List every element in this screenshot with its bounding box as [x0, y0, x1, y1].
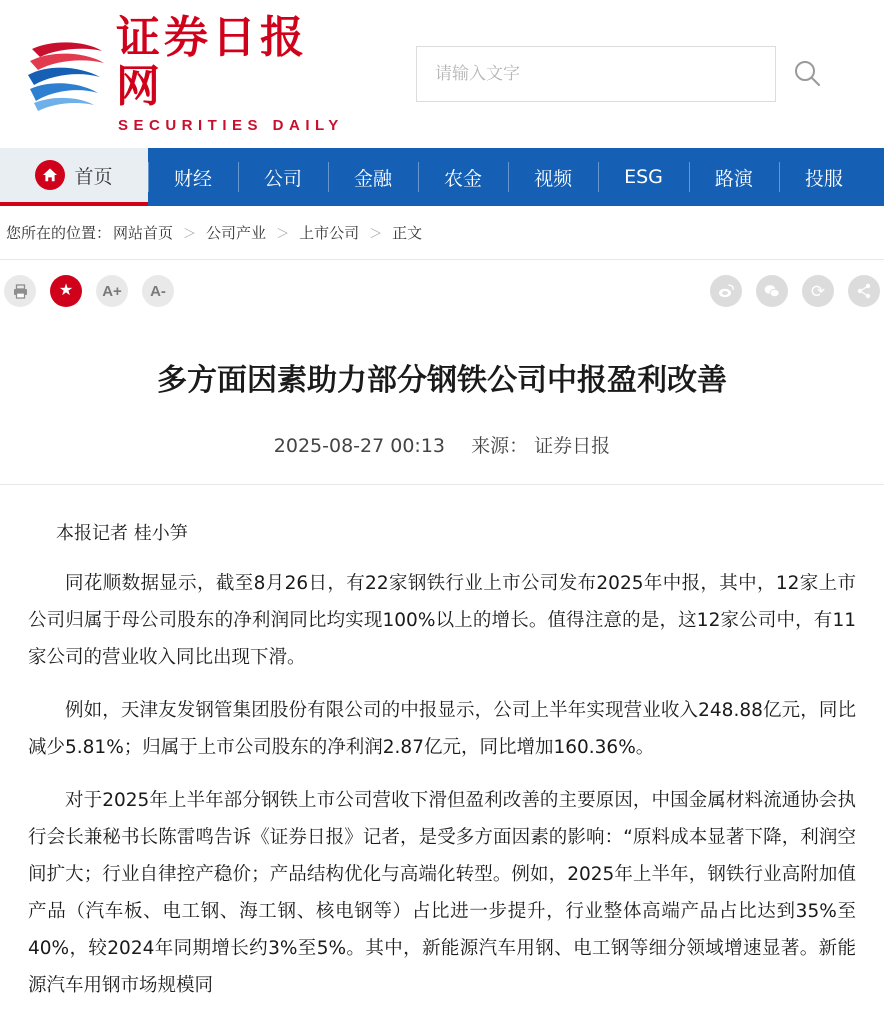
nav-item-gongsi[interactable] — [238, 148, 328, 206]
nav-item-toufu[interactable] — [779, 148, 869, 206]
font-increase-label: A+ — [102, 282, 122, 300]
article-meta — [0, 431, 884, 458]
breadcrumb-item-industry[interactable]: 公司产业 — [206, 224, 267, 242]
font-increase-icon[interactable] — [96, 275, 128, 307]
search-button[interactable] — [776, 46, 838, 102]
article-paragraph: 同花顺数据显示，截至8月26日，有22家钢铁行业上市公司发布2025年中报，其中，12家上市公司归属于母公司股东的净利润同比均实现100%以上的增长。值得注意的是，这12家公司中，有11家公司的营业收入同比出现下滑。 — [28, 573, 856, 668]
article-toolbar — [0, 260, 884, 322]
article-datetime: 2025-08-27 00:13 — [273, 435, 446, 457]
breadcrumb — [4, 222, 422, 243]
search-area — [416, 46, 838, 102]
breadcrumb-item-home[interactable]: 网站首页 — [113, 224, 174, 242]
site-logo[interactable] — [24, 12, 354, 134]
article-source-label: 来源： — [471, 435, 529, 457]
toolbar-left-group — [4, 275, 174, 307]
nav-label: 投服 — [804, 167, 843, 190]
search-input[interactable] — [433, 63, 759, 85]
breadcrumb-bar — [0, 206, 884, 260]
page-title: 多方面因素助力部分钢铁公司中报盈利改善 — [157, 363, 727, 398]
breadcrumb-item-listed[interactable]: 上市公司 — [299, 224, 360, 242]
share-icon[interactable] — [848, 275, 880, 307]
article-paragraph: 对于2025年上半年部分钢铁上市公司营收下滑但盈利改善的主要原因，中国金属材料流通协会执行会长兼秘书长陈雷鸣告诉《证券日报》记者，是受多方面因素的影响：“原料成本显著下降，利润空间扩大；行业自律控产稳价；产品结构优化与高端化转型。例如，2025年上半年，钢铁行业高附加值产品（汽车板、电工钢、海工钢、核电钢等）占比进一步提升，行业整体高端产品占比达到35%至40%，较2024年同期增长约3%至5%。其中，新能源汽车用钢、电工钢等细分领域增速显著。新能源汽车用钢市场规模同 — [28, 790, 856, 996]
nav-item-luyan[interactable] — [689, 148, 779, 206]
nav-label: 视频 — [534, 167, 573, 190]
article-header — [0, 322, 884, 458]
breadcrumb-separator-icon: ＞ — [276, 227, 290, 242]
nav-item-jinrong[interactable] — [328, 148, 418, 206]
nav-item-home-label: 首页 — [74, 165, 113, 188]
breadcrumb-item-current: 正文 — [392, 224, 423, 242]
home-icon — [35, 160, 65, 190]
breadcrumb-separator-icon: ＞ — [369, 227, 383, 242]
font-decrease-label: A- — [150, 282, 166, 300]
logo-text-en: SECURITIES DAILY — [118, 116, 344, 134]
nav-label: 路演 — [714, 167, 753, 190]
weibo-share-icon[interactable] — [710, 275, 742, 307]
nav-label: 财经 — [174, 167, 213, 190]
nav-item-esg[interactable] — [598, 148, 689, 206]
font-decrease-icon[interactable] — [142, 275, 174, 307]
article-byline: 本报记者 桂小笋 — [56, 523, 188, 544]
search-box[interactable] — [416, 46, 776, 102]
breadcrumb-prefix: 您所在的位置： — [6, 224, 112, 242]
logo-swoosh-icon — [24, 31, 110, 117]
nav-item-shipin[interactable] — [508, 148, 598, 206]
nav-label: 公司 — [264, 167, 303, 190]
print-icon[interactable] — [4, 275, 36, 307]
site-header — [0, 0, 884, 148]
refresh-icon[interactable] — [802, 275, 834, 307]
nav-label: 金融 — [354, 167, 393, 190]
star-glyph: ★ — [58, 282, 74, 299]
article-paragraph: 例如，天津友发钢管集团股份有限公司的中报显示，公司上半年实现营业收入248.88亿元，同比减少5.81%；归属于上市公司股东的净利润2.87亿元，同比增加160.36%。 — [28, 700, 856, 758]
nav-label: ESG — [624, 166, 663, 188]
nav-label: 农金 — [444, 167, 483, 190]
toolbar-share-group — [710, 275, 880, 307]
article-source: 证券日报 — [534, 435, 611, 457]
favorite-icon[interactable] — [50, 275, 82, 307]
article-body — [0, 485, 884, 1004]
wechat-share-icon[interactable] — [756, 275, 788, 307]
main-nav — [0, 148, 884, 206]
nav-item-home[interactable] — [0, 148, 148, 206]
refresh-glyph: ⟳ — [810, 281, 826, 301]
nav-item-caijing[interactable] — [148, 148, 238, 206]
nav-item-nongjin[interactable] — [418, 148, 508, 206]
logo-text-cn: 证券日报网 — [116, 12, 308, 112]
breadcrumb-separator-icon: ＞ — [183, 227, 197, 242]
search-icon — [792, 58, 822, 91]
